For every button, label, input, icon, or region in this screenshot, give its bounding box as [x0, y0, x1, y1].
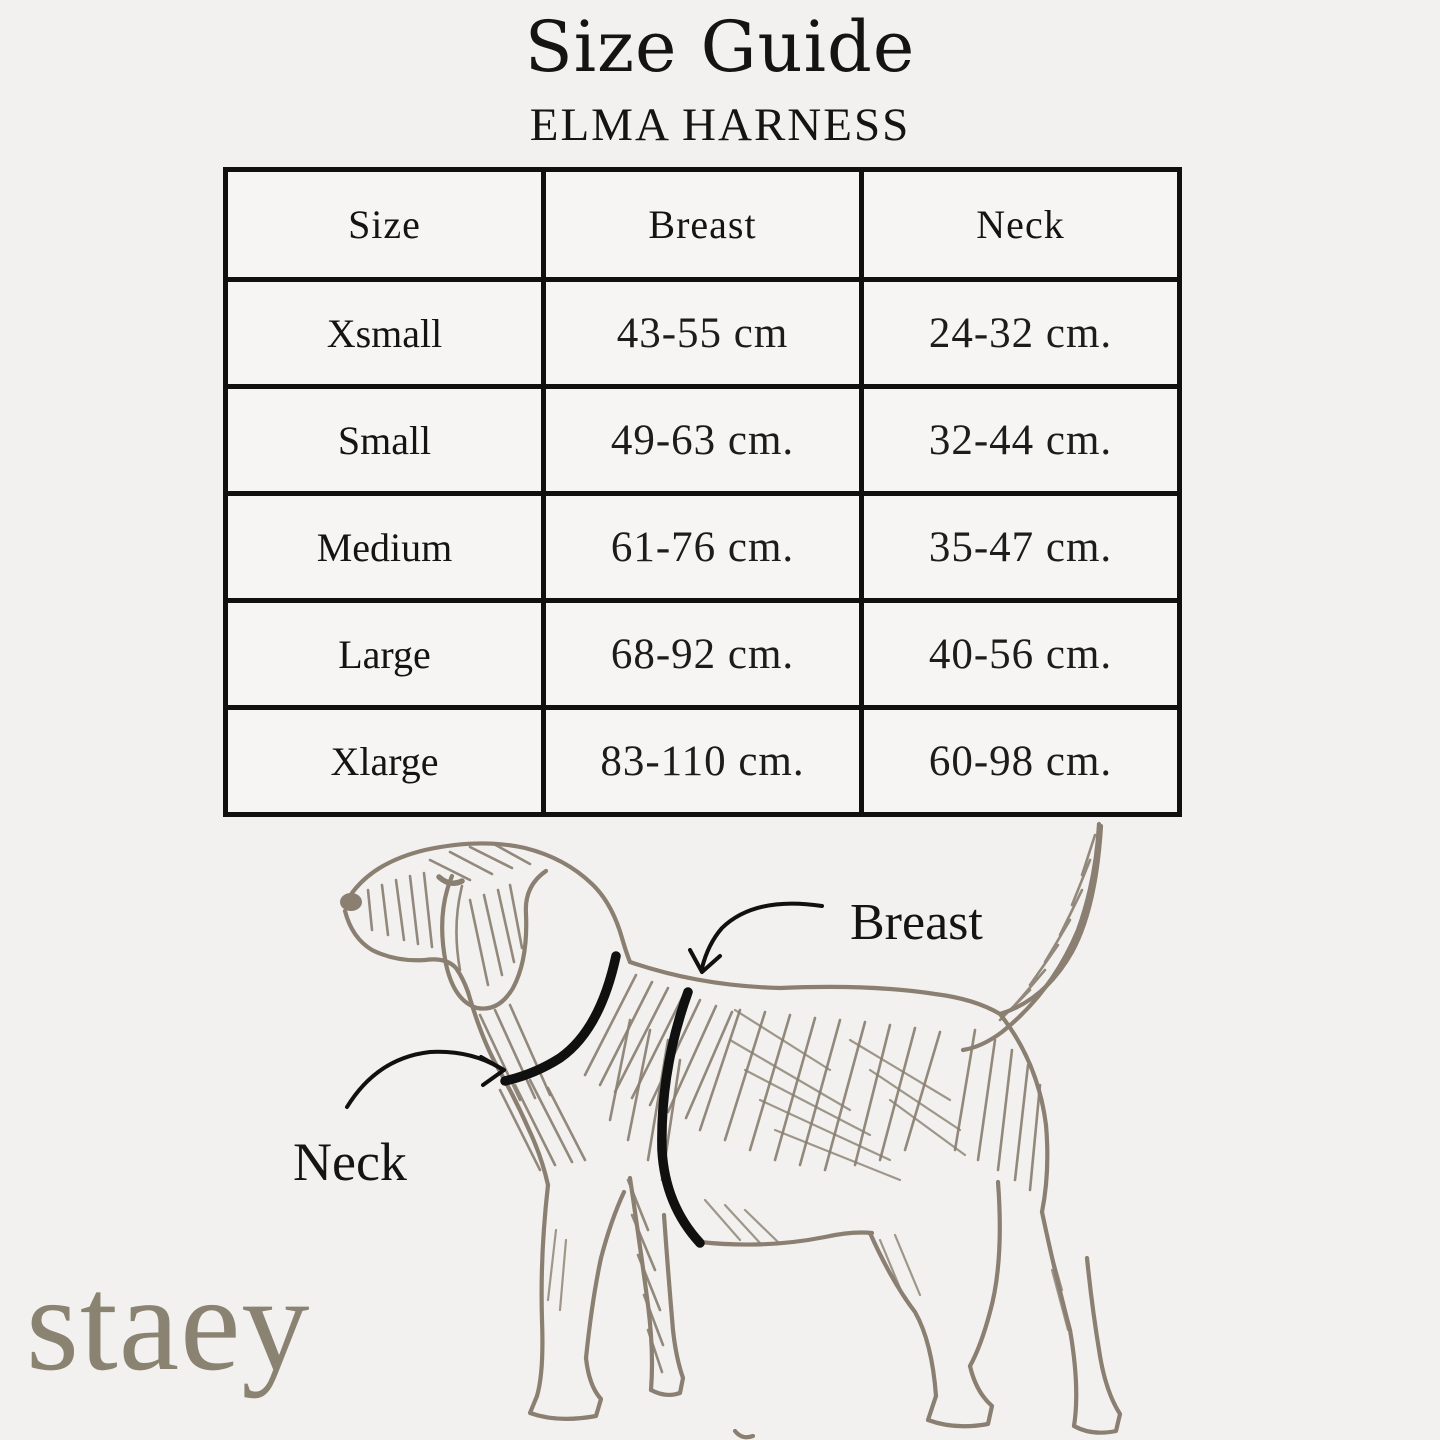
size-value: Large [226, 601, 544, 708]
neck-label: Neck [293, 1132, 407, 1192]
size-table-header [226, 170, 1180, 280]
neck-value: 40-56 cm. [862, 601, 1180, 708]
product-name: ELMA HARNESS [529, 99, 911, 151]
breast-value: 61-76 cm. [544, 494, 862, 601]
size-table [223, 167, 1182, 817]
size-value: Small [226, 387, 544, 494]
neck-value: 35-47 cm. [862, 494, 1180, 601]
neck-value: 24-32 cm. [862, 280, 1180, 387]
table-row [226, 494, 1180, 601]
breast-value: 49-63 cm. [544, 387, 862, 494]
size-value: Xsmall [226, 280, 544, 387]
table-row [226, 387, 1180, 494]
neck-measure-line [505, 956, 616, 1081]
size-table-body [226, 280, 1180, 815]
neck-value: 60-98 cm. [862, 708, 1180, 815]
breast-value: 83-110 cm. [544, 708, 862, 815]
breast-arrow [690, 904, 822, 972]
page-title: Size Guide [524, 6, 916, 88]
dog-shading [368, 835, 1095, 1372]
table-row [226, 601, 1180, 708]
table-row [226, 280, 1180, 387]
column-header-size: Size [226, 170, 544, 280]
breast-measure-line [662, 992, 700, 1243]
column-header-breast: Breast [544, 170, 862, 280]
dog-outline [340, 824, 1120, 1437]
size-value: Medium [226, 494, 544, 601]
breast-value: 68-92 cm. [544, 601, 862, 708]
column-header-neck: Neck [862, 170, 1180, 280]
neck-arrow [347, 1052, 504, 1107]
size-value: Xlarge [226, 708, 544, 815]
table-row [226, 708, 1180, 815]
brand-logo: staey [26, 1249, 311, 1399]
breast-value: 43-55 cm [544, 280, 862, 387]
breast-label: Breast [850, 894, 983, 951]
neck-value: 32-44 cm. [862, 387, 1180, 494]
table-header-row [226, 170, 1180, 280]
